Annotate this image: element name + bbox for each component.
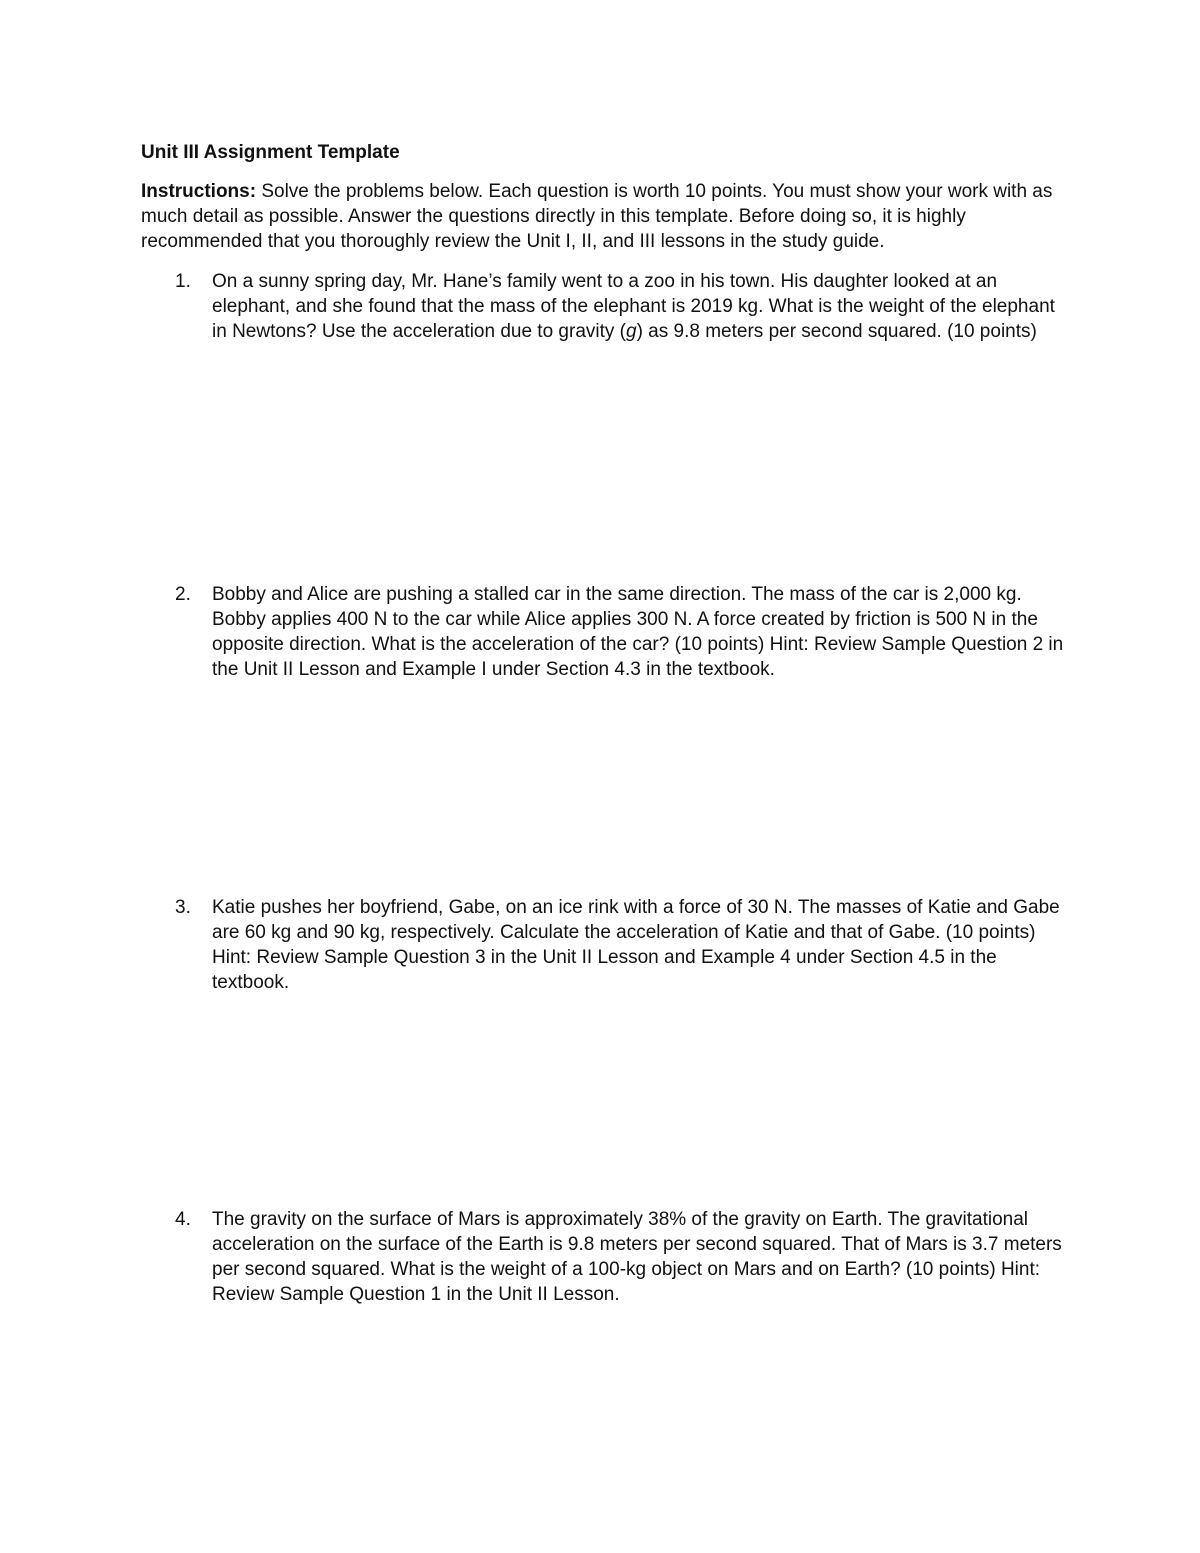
- question-text-part: On a sunny spring day, Mr. Hane’s family went to a zoo in his town. His daughter looked at an elephant, and she found that the mass of the elephant is 2019 kg. What is the weight of the elephant in Newtons? Use the acceleration due to gravity (: [212, 271, 1055, 342]
- instructions-text: Solve the problems below. Each question is worth 10 points. You must show your work with as much detail as possible. Answer the questions directly in this template. Before doing so, it is highly recommended that you thoroughly review the Unit I, II, and III lessons in the study guide.: [141, 181, 1053, 252]
- question-text: Katie pushes her boyfriend, Gabe, on an ice rink with a force of 30 N. The masses of Katie and Gabe are 60 kg and 90 kg, respectively. Calculate the acceleration of Katie and that of Gabe. (10 points) Hint: Review Sample Question 3 in the Unit II Lesson and Example 4 under Section 4.5 in the textbook.: [212, 897, 1060, 993]
- question-number: 4.: [175, 1209, 191, 1230]
- question-text: [212, 269, 1065, 344]
- question-number: 2.: [175, 584, 191, 605]
- question-number: 3.: [175, 897, 191, 918]
- instructions-label: Instructions:: [141, 181, 257, 202]
- instructions-paragraph: [141, 179, 1066, 254]
- question-4: [175, 1207, 1065, 1307]
- question-text: Bobby and Alice are pushing a stalled car in the same direction. The mass of the car is 2,000 kg. Bobby applies 400 N to the car while Alice applies 300 N. A force created by friction is 500 N in the opposite direction. What is the acceleration of the car? (10 points) Hint: Review Sample Question 2 in the Unit II Lesson and Example I under Section 4.3 in the textbook.: [212, 584, 1064, 680]
- question-number: 1.: [175, 271, 191, 292]
- document-title: Unit III Assignment Template: [141, 142, 400, 163]
- question-text: The gravity on the surface of Mars is approximately 38% of the gravity on Earth. The gravitational acceleration on the surface of the Earth is 9.8 meters per second squared. That of Mars is 3.7 meters per second squared. What is the weight of a 100-kg object on Mars and on Earth? (10 points) Hint: Review Sample Question 1 in the Unit II Lesson.: [212, 1209, 1062, 1305]
- question-2: [175, 582, 1065, 682]
- question-3: [175, 895, 1065, 995]
- question-text-part: ) as 9.8 meters per second squared. (10 points): [636, 321, 1037, 342]
- question-1: [175, 269, 1065, 344]
- gravity-variable: g: [626, 321, 637, 342]
